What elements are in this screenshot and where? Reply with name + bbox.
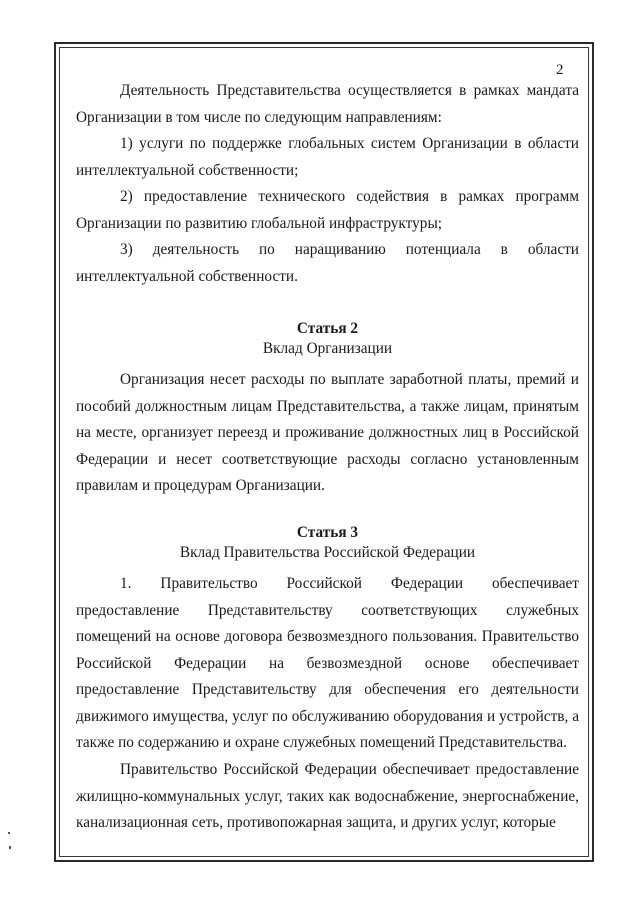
scan-speck bbox=[8, 832, 10, 834]
page-number: 2 bbox=[556, 62, 564, 78]
list-item-1: 1) услуги по поддержке глобальных систем Организации в области интеллектуальной собственности; bbox=[76, 135, 579, 179]
scan-speck bbox=[9, 846, 11, 849]
article-3-title: Вклад Правительства Российской Федерации bbox=[179, 544, 476, 561]
list-item-2: 2) предоставление технического содействия в рамках программ Организации по развитию глобальной инфраструктуры; bbox=[76, 188, 579, 232]
intro-paragraph: Деятельность Представительства осуществляется в рамках мандата Организации в том числе по следующим направлениям: bbox=[76, 82, 579, 126]
article-2-title: Вклад Организации bbox=[262, 340, 393, 357]
article-3-heading bbox=[76, 523, 579, 563]
list-item-3: 3) деятельность по наращиванию потенциала в области интеллектуальной собственности. bbox=[76, 241, 579, 285]
article-2-paragraph: Организация несет расходы по выплате заработной платы, премий и пособий должностным лицам Представительства, а также лицам, принятым на месте, организует переезд и проживание должностных лиц в Российской Федерации и несет соответствующие расходы согласно установленным правилам и процедурам Организации. bbox=[76, 371, 579, 494]
article-3-paragraph-1: 1. Правительство Российской Федерации обеспечивает предоставление Представительству соответствующих служебных помещений на основе договора безвозмездного пользования. Правительство Российской Федерации на безвозмездной основе обеспечивает предоставление Представительству для обеспечения его деятельности движимого имущества, услуг по обслуживанию оборудования и устройств, а также по содержанию и охране служебных помещений Представительства. bbox=[76, 575, 579, 751]
article-3-paragraph-2: Правительство Российской Федерации обеспечивает предоставление жилищно-коммунальных услуг, таких как водоснабжение, энергоснабжение, канализационная сеть, противопожарная защита, и других услуг, которые bbox=[76, 761, 579, 831]
article-2-number: Статья 2 bbox=[296, 320, 359, 337]
article-3-number: Статья 3 bbox=[296, 524, 359, 541]
article-2-heading bbox=[76, 319, 579, 359]
